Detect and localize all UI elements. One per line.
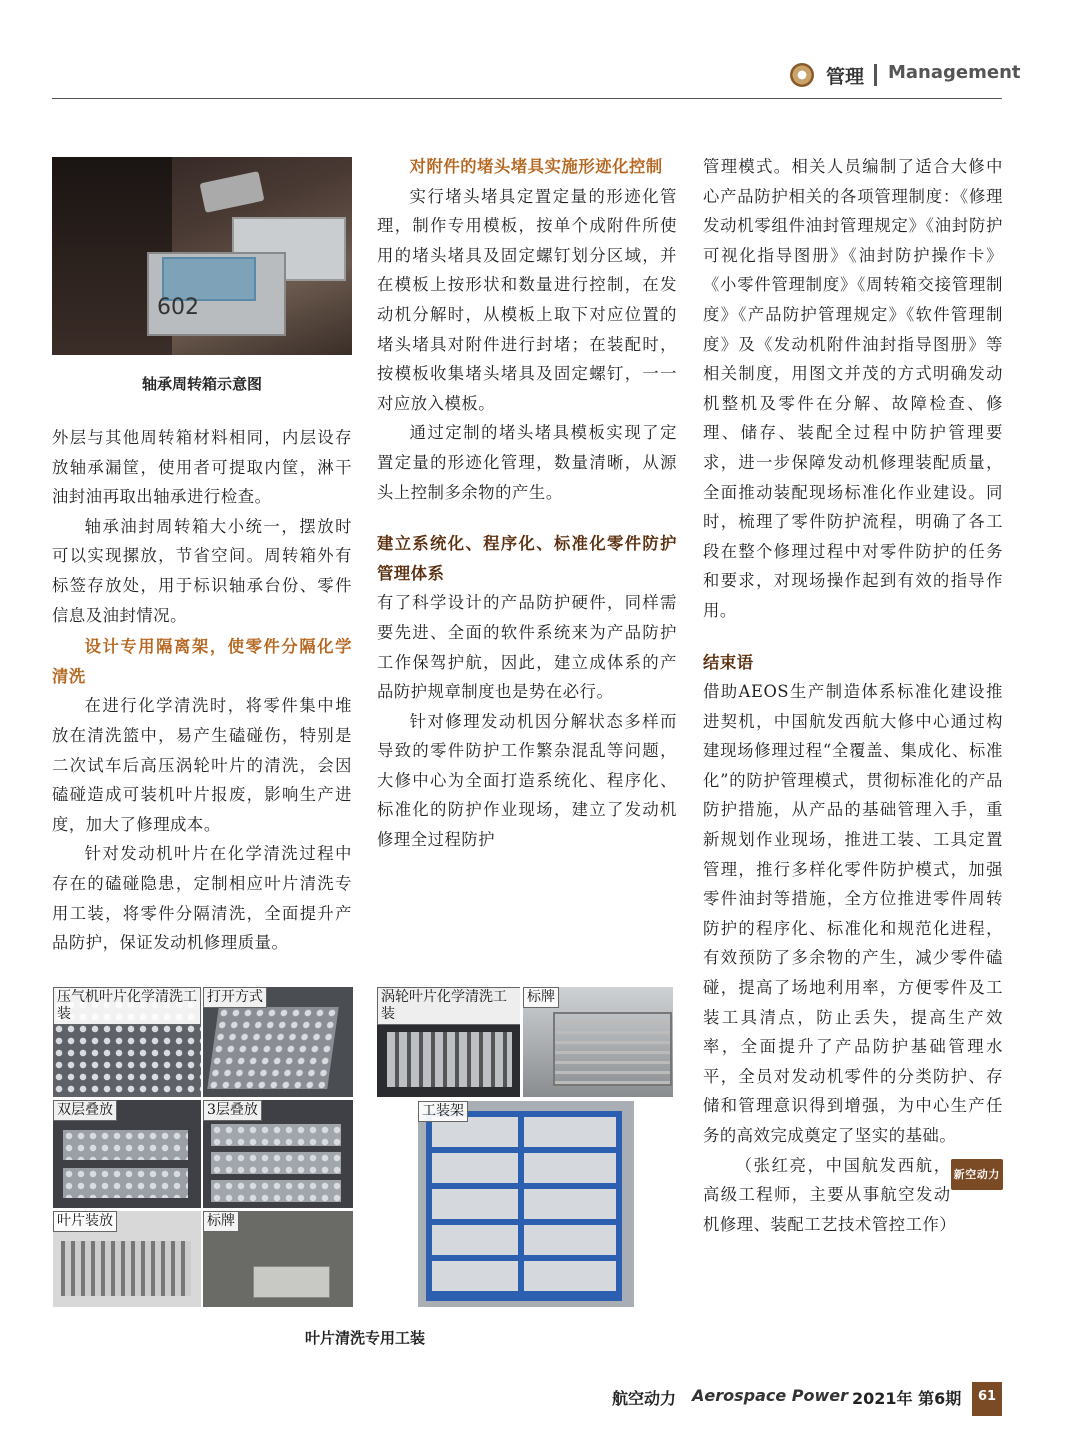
tag-plate-photo-1 [203, 1211, 353, 1307]
section-logo-icon [790, 63, 814, 87]
triple-stack-photo [203, 1100, 353, 1208]
subheading: 对附件的堵头堵具实施形迹化控制 [409, 157, 663, 176]
section-heading: 结束语 [703, 652, 754, 672]
photo-label: 3层叠放 [203, 1100, 262, 1121]
open-method-photo [203, 987, 353, 1097]
column-2 [377, 152, 677, 855]
section-title-cn: 管理 [826, 66, 865, 88]
paragraph: 实行堵头堵具定置定量的形迹化管理，制作专用模板，按单个成附件所使用的堵头堵具及固定螺钉划分区域，并在模板上按形状和数量进行控制，在发动机分解时，从模板上取下对应位置的堵头堵具对附件进行封堵；在装配时，按模板收集堵头堵具及固定螺钉，一一对应放入模板。 [377, 186, 677, 413]
paragraph: 在进行化学清洗时，将零件集中堆放在清洗篮中，易产生磕碰伤，特别是二次试车后高压涡轮叶片的清洗，会因磕碰造成可装机叶片报废，影响生产进度，加大了修理成本。 [52, 696, 352, 834]
column-1 [52, 423, 352, 958]
photo-label: 标牌 [523, 987, 559, 1008]
section-title-en: Management [888, 62, 1021, 83]
issue-label: 2021年 第6期 [852, 1389, 962, 1408]
journal-name-en: Aerospace Power [692, 1386, 849, 1405]
fixture-rack-photo [418, 1101, 634, 1307]
paragraph: 有了科学设计的产品防护硬件，同样需要先进、全面的软件系统来为产品防护工作保驾护航，因此，建立成体系的产品防护规章制度也是势在必行。 [377, 593, 677, 702]
double-stack-photo [53, 1100, 201, 1208]
tag-plate-photo-2 [523, 987, 673, 1097]
photo-label: 压气机叶片化学清洗工装 [53, 987, 201, 1025]
photo-label: 双层叠放 [53, 1100, 117, 1121]
paragraph: 管理模式。相关人员编制了适合大修中心产品防护相关的各项管理制度：《修理发动机零组件油封管理规定》《油封防护可视化指导图册》《油封防护操作卡》《小零件管理制度》《周转箱交接管理制度》《产品防护管理规定》《软件管理制度》及《发动机附件油封指导图册》等相关制度，用图文并茂的方式明确发动机整机及零件在分解、故障检查、修理、储存、装配全过程中防护管理要求，进一步保障发动机修理装配质量，全面推动装配现场标准化作业建设。同时，梳理了零件防护流程，明确了各工段在整个修理过程中对零件防护的任务和要求，对现场操作起到有效的指导作用。 [703, 157, 1003, 620]
paragraph [703, 677, 1003, 1181]
figure2-caption: 叶片清洗专用工装 [304, 1329, 425, 1347]
photo-label: 涡轮叶片化学清洗工装 [377, 987, 520, 1025]
paragraph: 针对发动机叶片在化学清洗过程中存在的磕碰隐患，定制相应叶片清洗专用工装，将零件分隔清洗，全面提升产品防护，保证发动机修理质量。 [52, 844, 352, 953]
paragraph: 通过定制的堵头堵具模板实现了定置定量的形迹化管理，数量清晰，从源头上控制多余物的产生。 [377, 423, 677, 502]
subheading: 设计专用隔离架，使零件分隔化学清洗 [52, 637, 352, 686]
photo-label: 标牌 [203, 1211, 239, 1232]
page-number: 61 [972, 1382, 1002, 1416]
paragraph: 外层与其他周转箱材料相同，内层设存放轴承漏筐，使用者可提取内筐，淋干油封油再取出轴承进行检查。 [52, 428, 352, 507]
paragraph: 轴承油封周转箱大小统一，摆放时可以实现摞放，节省空间。周转箱外有标签存放处，用于标识轴承台份、零件信息及油封情况。 [52, 516, 352, 625]
paragraph: 针对修理发动机因分解状态多样而导致的零件防护工作繁杂混乱等问题，大修中心为全面打造系统化、程序化、标准化的防护作业现场，建立了发动机修理全过程防护 [377, 711, 677, 850]
brand-mark: 新空动力 [951, 1159, 1003, 1191]
cleaning-fixture-photo [53, 987, 201, 1097]
journal-name-cn: 航空动力 [612, 1389, 677, 1408]
turbine-fixture-photo [377, 987, 520, 1097]
photo-label: 工装架 [418, 1101, 468, 1122]
author-note: （张红亮，中国航发西航，高级工程师，主要从事航空发动机修理、装配工艺技术管控工作） [703, 1155, 957, 1234]
figure1-caption: 轴承周转箱示意图 [141, 375, 262, 393]
box-label: 602 [157, 295, 199, 320]
section-divider [874, 64, 877, 86]
photo-label: 打开方式 [203, 987, 267, 1008]
photo-label: 叶片装放 [53, 1211, 117, 1232]
bearing-box-photo [52, 157, 352, 355]
section-heading: 建立系统化、程序化、标准化零件防护管理体系 [377, 534, 677, 583]
paragraph-text: 借助AEOS生产制造体系标准化建设推进契机，中国航发西航大修中心通过构建现场修理过程“全覆盖、集成化、标准化”的防护管理模式，贯彻标准化的产品防护措施，从产品的基础管理入手，重新规划作业现场，推进工装、工具定置管理，推行多样化零件防护模式，加强零件油封等措施，全方位推进零件周转防护的程序化、标准化和规范化进程，有效预防了多余物的产生，减少零件磕碰，提高了场地利用率，方便零件及工装工具清点，防止丢失，提高生产效率，全面提升了产品防护基础管理水平，全员对发动机零件的分类防护、存储和管理意识得到增强，为中心生产任务的高效完成奠定了坚实的基础。 [703, 682, 1003, 1145]
header-rule [52, 98, 1002, 99]
blade-loading-photo [53, 1211, 201, 1307]
column-3 [703, 152, 1003, 1239]
